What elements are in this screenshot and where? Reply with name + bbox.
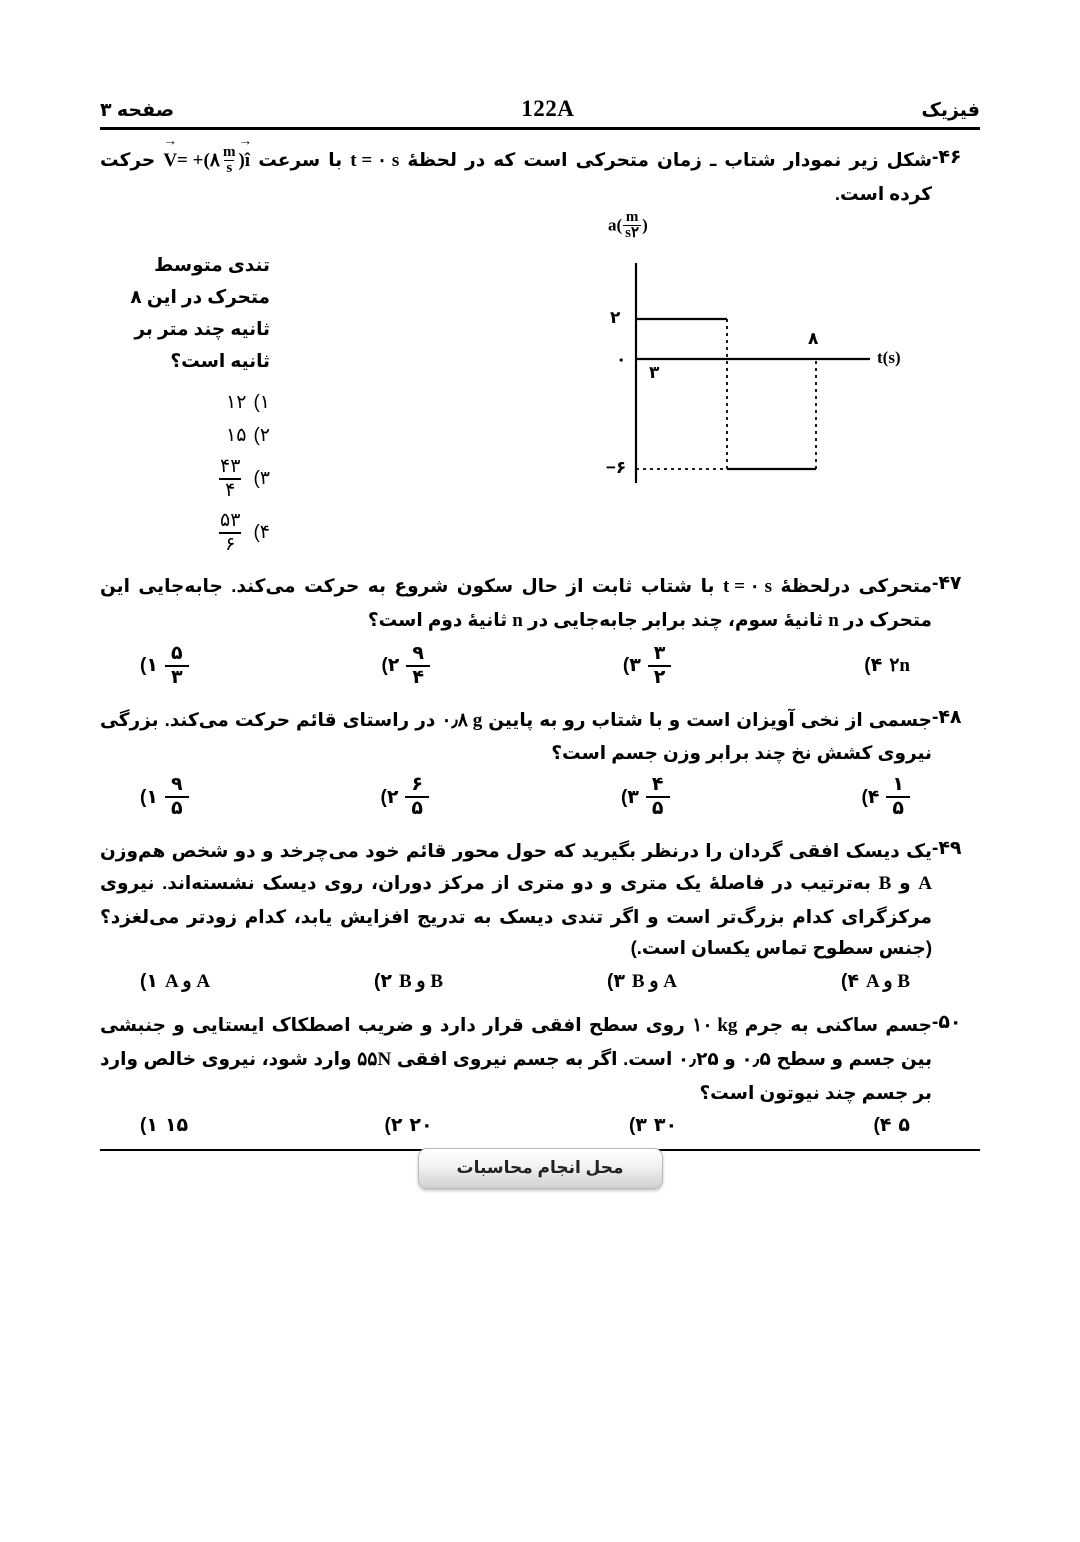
question-49-number: ۴۹- xyxy=(932,838,962,860)
option-46-3-label: ۳) xyxy=(253,468,270,490)
question-46-figure-and-options xyxy=(100,211,932,554)
option-49-3[interactable] xyxy=(607,970,677,993)
option-49-4-label: ۴) xyxy=(841,971,859,993)
option-47-2-denominator: ۴ xyxy=(406,665,430,688)
q47-n-symbol-1: n xyxy=(828,610,839,632)
q50-text-part-b: روی سطح افقی قرار دارد و ضریب اصطکاک ایستایی و جنبشی بین جسم و سطح xyxy=(100,1014,933,1069)
option-48-4-denominator: ۵ xyxy=(886,796,910,819)
x-axis-label: t(s) xyxy=(877,348,901,368)
x-tick-8: ۸ xyxy=(808,329,819,349)
question-46-number: ۴۶- xyxy=(932,147,962,168)
option-47-1[interactable] xyxy=(140,644,189,688)
y-axis-label xyxy=(608,211,648,242)
y-tick-minus6: ‎−۶ xyxy=(606,458,627,478)
y-axis-unit-num: m xyxy=(625,209,639,226)
option-47-1-denominator: ۳ xyxy=(165,665,189,688)
q46-velocity-unit-num: m xyxy=(222,144,236,161)
option-48-2[interactable] xyxy=(380,775,429,819)
option-46-3-value xyxy=(214,457,246,501)
option-50-4[interactable] xyxy=(873,1114,910,1137)
option-50-2[interactable] xyxy=(384,1114,432,1137)
option-47-2[interactable] xyxy=(381,644,430,688)
option-47-1-label: ۱) xyxy=(140,655,158,677)
y-axis-unit-den: s۲ xyxy=(625,225,640,242)
q46-velocity-tail: )î → xyxy=(238,145,250,178)
q50-mu-static: ۰٫۵ xyxy=(741,1047,771,1069)
question-50-number: ۵۰- xyxy=(932,1012,962,1034)
option-46-2[interactable] xyxy=(226,424,270,447)
y-axis-label-a: a( xyxy=(608,215,623,235)
question-49-text xyxy=(100,835,932,964)
q48-text-part-a: جسمی از نخی آویزان است و با شتاب رو به پایین xyxy=(488,708,932,730)
q50-mu-kinetic: ۰٫۲۵ xyxy=(677,1047,719,1069)
option-49-1[interactable] xyxy=(140,970,210,993)
question-46-text xyxy=(100,144,932,209)
option-48-2-value xyxy=(405,775,429,819)
question-47-number: ۴۷- xyxy=(932,573,962,595)
option-49-2-label: ۲) xyxy=(374,971,392,993)
option-48-1[interactable] xyxy=(140,775,189,819)
option-47-2-value xyxy=(406,644,430,688)
option-46-4-denominator: ۶ xyxy=(219,532,241,555)
option-48-4-value xyxy=(886,775,910,819)
option-48-3[interactable] xyxy=(621,775,670,819)
q46-text-part-a: شکل زیر نمودار شتاب ـ زمان متحرکی است که در لحظهٔ xyxy=(407,149,933,170)
option-49-4-value: A و B xyxy=(865,971,910,993)
booklet-code: 122A xyxy=(521,96,575,121)
option-47-4[interactable] xyxy=(864,654,910,677)
x-tick-3: ۳ xyxy=(649,363,660,383)
option-47-1-numerator: ۵ xyxy=(170,642,183,664)
question-47-options xyxy=(100,644,932,688)
option-47-4-value: ۲n xyxy=(889,655,910,677)
question-48 xyxy=(100,704,980,819)
q49-person-b-symbol: B xyxy=(878,872,892,894)
y-tick-0: ۰ xyxy=(616,350,627,370)
q46-velocity-units-fraction xyxy=(221,145,238,176)
option-48-3-numerator: ۴ xyxy=(651,774,664,796)
option-48-2-denominator: ۵ xyxy=(405,796,429,819)
q50-text-part-d: وارد شود، نیروی خالص وارد بر جسم چند نیوتون است؟ xyxy=(100,1047,932,1103)
q49-text-part-a: یک دیسک افقی گردان را درنظر بگیرید که حول محور قائم خود می‌چرخد و دو شخص هم‌وزن xyxy=(100,840,932,862)
q46-text-part-b: با سرعت xyxy=(258,149,343,170)
option-46-2-label: ۲) xyxy=(253,424,270,446)
option-49-1-value: A و A xyxy=(164,971,211,993)
q49-text-part-b: به‌ترتیب در فاصلهٔ یک متری و دو متری از مرکز دوران، روی دیسک نشسته‌اند. نیروی مرکزگرای کدام بزرگ‌تر است و اگر تندی دیسک به تدریج افزایش یابد، کدام زودتر می‌لغزد؟ (جنس سطوح تماس یکسان است.) xyxy=(100,871,932,959)
option-46-2-value: ۱۵ xyxy=(226,424,247,446)
option-47-3-denominator: ۲ xyxy=(648,665,672,688)
calc-area-wrap xyxy=(100,1148,980,1189)
option-47-1-value xyxy=(165,644,189,688)
option-50-1[interactable] xyxy=(140,1114,188,1137)
subject-title: فیزیک xyxy=(921,100,980,121)
question-48-options xyxy=(100,775,932,819)
option-48-4[interactable] xyxy=(861,775,910,819)
q47-time-expr: t = ۰ s xyxy=(723,576,773,598)
q47-text-part-d: ثانیهٔ دوم است؟ xyxy=(367,609,508,631)
option-47-3-value xyxy=(648,644,672,688)
q50-mass-expr: ۱۰ kg xyxy=(692,1015,738,1037)
option-48-3-denominator: ۵ xyxy=(646,796,670,819)
q46-velocity-eq: = +(۸ xyxy=(177,150,220,171)
option-48-1-denominator: ۵ xyxy=(165,796,189,819)
option-46-3-numerator: ۴۳ xyxy=(220,455,241,477)
option-47-3-label: ۳) xyxy=(622,655,641,677)
q46-velocity-expr xyxy=(163,145,250,178)
option-46-4[interactable] xyxy=(214,511,270,555)
question-48-text xyxy=(100,704,932,769)
q46-time-expr: t = ۰ s xyxy=(350,150,400,171)
question-47 xyxy=(100,570,980,687)
option-47-3-numerator: ۳ xyxy=(653,642,666,664)
option-48-1-numerator: ۹ xyxy=(170,774,183,796)
option-46-4-numerator: ۵۳ xyxy=(220,509,241,531)
y-axis-label-close: ) xyxy=(642,215,648,235)
question-47-text xyxy=(100,570,932,637)
option-48-4-label: ۴) xyxy=(861,786,880,808)
acceleration-time-graph xyxy=(602,211,932,491)
option-46-4-value xyxy=(214,511,246,555)
option-50-1-label: ۱) xyxy=(140,1115,158,1137)
page-header xyxy=(100,0,980,122)
option-48-2-label: ۲) xyxy=(380,786,399,808)
option-48-1-value xyxy=(165,775,189,819)
q47-text-part-b: با شتاب ثابت از حال سکون شروع به حرکت می‌کند. جابه‌جایی این متحرک در xyxy=(100,575,932,631)
option-46-1[interactable] xyxy=(226,391,270,414)
option-50-2-value: ۲۰ xyxy=(409,1115,433,1137)
option-47-2-label: ۲) xyxy=(381,655,400,677)
calculation-area-label: محل انجام محاسبات xyxy=(418,1148,663,1189)
option-48-4-numerator: ۱ xyxy=(892,774,904,796)
option-48-3-value xyxy=(646,775,670,819)
question-50-options xyxy=(100,1114,932,1137)
question-50-text xyxy=(100,1009,932,1108)
y-axis-unit-fraction xyxy=(623,210,641,241)
option-48-3-label: ۳) xyxy=(620,786,639,808)
q50-text-part-a: جسم ساکنی به جرم xyxy=(744,1014,933,1036)
q50-conjunction: و xyxy=(724,1047,736,1069)
option-49-3-value: B و A xyxy=(631,971,678,993)
question-49-options xyxy=(100,970,932,993)
header-divider xyxy=(100,127,980,130)
option-48-2-numerator: ۶ xyxy=(411,774,424,796)
vector-v-symbol: V → xyxy=(163,145,177,178)
option-50-4-value: ۵ xyxy=(898,1115,910,1137)
q48-text-part-b: در راستای قائم حرکت می‌کند. بزرگی نیروی کشش نخ چند برابر وزن جسم است؟ xyxy=(100,708,932,764)
option-50-3-label: ۳) xyxy=(628,1115,647,1137)
option-48-1-label: ۱) xyxy=(140,786,158,808)
option-46-1-value: ۱۲ xyxy=(226,391,247,413)
option-49-2-value: B و B xyxy=(398,971,444,993)
option-46-3-denominator: ۴ xyxy=(219,478,241,501)
option-47-3[interactable] xyxy=(623,644,672,688)
option-47-2-numerator: ۹ xyxy=(412,642,424,664)
q47-text-part-c: ثانیهٔ سوم، چند برابر جابه‌جایی در xyxy=(528,609,824,631)
question-46 xyxy=(100,144,980,554)
q46-velocity-unit-den: s xyxy=(226,160,233,177)
option-50-3-value: ۳۰ xyxy=(653,1115,678,1137)
q50-text-part-c: است. اگر به جسم نیروی افقی xyxy=(396,1047,673,1069)
q49-person-a-symbol: A xyxy=(918,872,932,894)
option-50-3[interactable] xyxy=(629,1114,677,1137)
option-49-3-label: ۳) xyxy=(606,971,625,993)
option-49-1-label: ۱) xyxy=(140,971,158,993)
question-50 xyxy=(100,1009,980,1137)
y-tick-2: ۲ xyxy=(610,308,621,328)
option-49-4[interactable] xyxy=(841,970,910,993)
option-50-4-label: ۴) xyxy=(873,1115,892,1137)
option-46-1-label: ۱) xyxy=(253,391,270,413)
q50-force-expr: ۵۵N xyxy=(357,1048,392,1070)
option-49-2[interactable] xyxy=(374,970,443,993)
q48-accel-expr: ۰٫۸ g xyxy=(441,709,483,731)
option-50-1-value: ۱۵ xyxy=(164,1115,189,1137)
question-48-number: ۴۸- xyxy=(932,706,962,728)
question-46-subtext: تندی متوسط متحرک در این ۸ ثانیه چند متر بر ثانیه است؟ xyxy=(130,254,270,371)
question-49 xyxy=(100,835,980,993)
option-47-4-label: ۴) xyxy=(864,655,883,677)
q46-text-part-c: حرکت کرده است. xyxy=(100,149,932,204)
question-46-options xyxy=(100,211,270,554)
option-46-4-label: ۴) xyxy=(253,522,270,544)
acceleration-time-graph-figure xyxy=(602,211,932,491)
q49-conjunction: و xyxy=(899,871,911,893)
option-46-3[interactable] xyxy=(214,457,270,501)
option-50-2-label: ۲) xyxy=(384,1115,403,1137)
q47-n-symbol-2: n xyxy=(512,610,523,632)
q47-text-part-a: متحرکی درلحظهٔ xyxy=(780,575,932,597)
page-number: صفحه ۳ xyxy=(100,100,175,121)
